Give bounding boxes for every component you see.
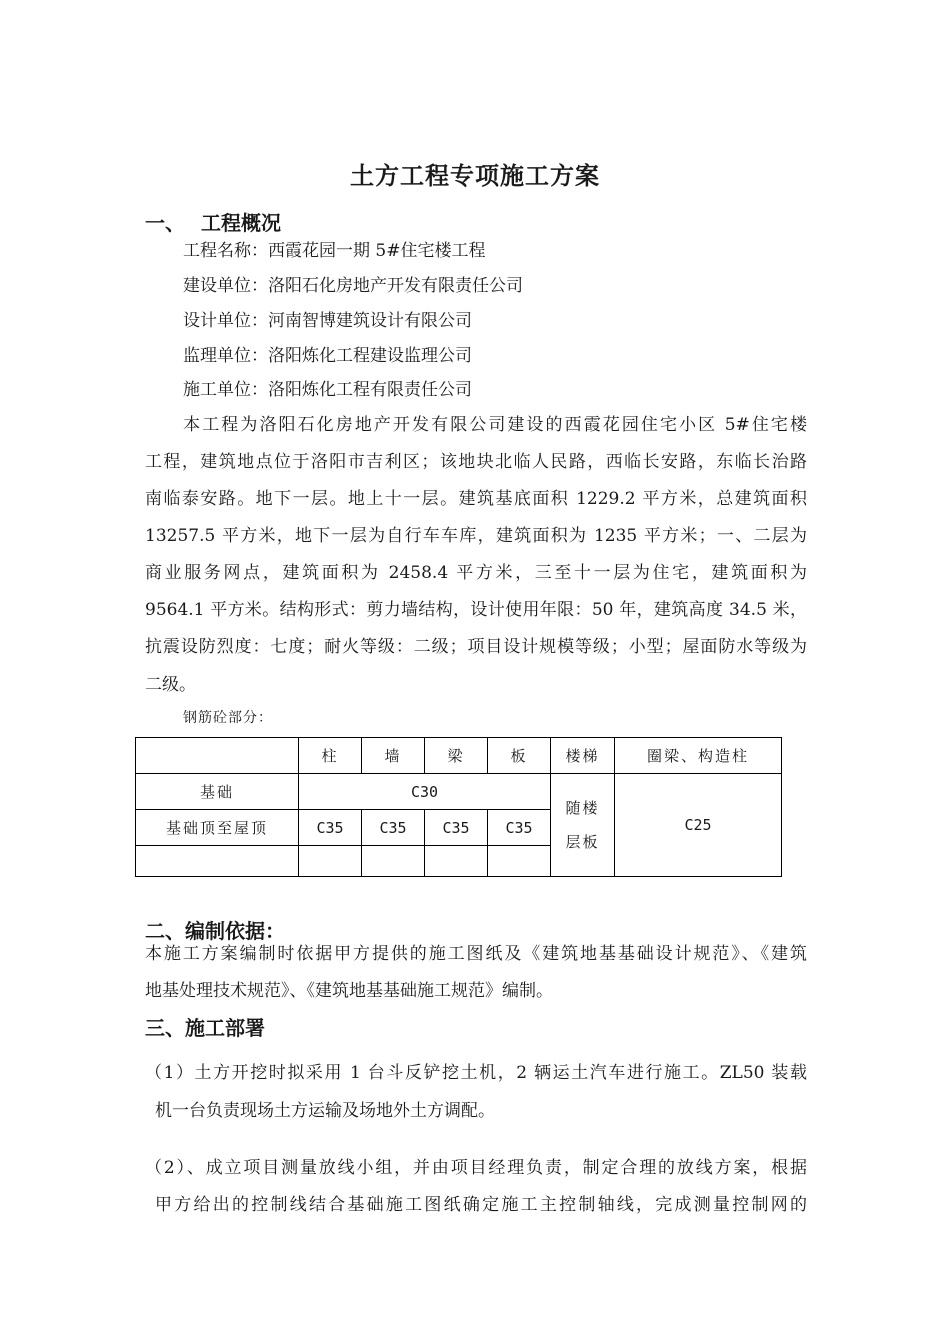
overview-paragraph-line: 二级。 — [145, 675, 196, 695]
section-number: 一、 — [145, 211, 185, 235]
section-title: 工程概况 — [201, 211, 281, 235]
table-header-row — [136, 738, 782, 774]
table-row-label: 基础顶至屋顶 — [136, 810, 299, 846]
table-cell — [136, 846, 299, 877]
info-line-developer: 建设单位：洛阳石化房地产开发有限责任公司 — [183, 276, 523, 296]
section-heading-overview — [145, 207, 281, 236]
stair-text-bottom: 层板 — [565, 833, 600, 851]
document-title: 土方工程专项施工方案 — [350, 162, 600, 190]
table-cell: C30 — [299, 774, 551, 810]
table-cell: C35 — [488, 810, 551, 846]
table-cell: C35 — [425, 810, 488, 846]
overview-paragraph-line: 工程，建筑地点位于洛阳市吉利区；该地块北临人民路，西临长安路，东临长治路 — [145, 452, 807, 472]
section-heading-deployment: 三、施工部署 — [145, 1016, 265, 1040]
concrete-grade-table — [135, 737, 782, 877]
overview-paragraph-line: 商业服务网点，建筑面积为 2458.4 平方米，三至十一层为住宅，建筑面积为 — [145, 563, 807, 583]
table-header-cell: 墙 — [362, 738, 425, 774]
table-cell-ring-beam: C25 — [615, 774, 782, 877]
table-header-cell: 梁 — [425, 738, 488, 774]
stair-text-top: 随楼 — [565, 799, 600, 817]
table-header-cell: 圈梁、构造柱 — [615, 738, 782, 774]
info-line-designer: 设计单位：河南智博建筑设计有限公司 — [183, 311, 472, 331]
table-header-cell: 板 — [488, 738, 551, 774]
table-cell — [488, 846, 551, 877]
info-line-project-name: 工程名称：西霞花园一期 5#住宅楼工程 — [183, 241, 486, 261]
overview-paragraph-line: 本工程为洛阳石化房地产开发有限公司建设的西霞花园住宅小区 5#住宅楼 — [145, 415, 807, 435]
table-header-cell: 柱 — [299, 738, 362, 774]
table-row-label: 基础 — [136, 774, 299, 810]
table-cell-stair — [551, 774, 615, 877]
table-header-cell: 楼梯 — [551, 738, 615, 774]
overview-paragraph-line: 13257.5 平方米，地下一层为自行车车库，建筑面积为 1235 平方米；一、二层为 — [145, 526, 807, 546]
table-row — [136, 774, 782, 810]
info-line-contractor: 施工单位：洛阳炼化工程有限责任公司 — [183, 380, 472, 400]
table-header-cell — [136, 738, 299, 774]
overview-paragraph-line: 9564.1 平方米。结构形式：剪力墙结构，设计使用年限：50 年，建筑高度 34.5 米， — [145, 600, 807, 620]
table-cell — [425, 846, 488, 877]
overview-paragraph-line: 南临泰安路。地下一层。地上十一层。建筑基底面积 1229.2 平方米，总建筑面积 — [145, 489, 807, 509]
deployment-item-line: （1）土方开挖时拟采用 1 台斗反铲挖土机，2 辆运土汽车进行施工。ZL50 装载 — [145, 1063, 807, 1083]
table-cell — [299, 846, 362, 877]
deployment-item-line: 甲方给出的控制线结合基础施工图纸确定施工主控制轴线，完成测量控制网的 — [155, 1195, 807, 1215]
section-heading-basis: 二、编制依据： — [145, 919, 285, 943]
basis-paragraph-line: 地基处理技术规范》、《建筑地基基础施工规范》编制。 — [145, 981, 553, 1001]
table-caption: 钢筋砼部分： — [183, 710, 273, 726]
table-cell: C35 — [362, 810, 425, 846]
basis-paragraph-line: 本施工方案编制时依据甲方提供的施工图纸及《建筑地基基础设计规范》、《建筑 — [145, 944, 807, 964]
table-cell: C35 — [299, 810, 362, 846]
overview-paragraph-line: 抗震设防烈度：七度；耐火等级：二级；项目设计规模等级；小型；屋面防水等级为 — [145, 637, 807, 657]
info-line-supervisor: 监理单位：洛阳炼化工程建设监理公司 — [183, 346, 472, 366]
table-cell — [362, 846, 425, 877]
deployment-item-line: （2）、成立项目测量放线小组，并由项目经理负责，制定合理的放线方案，根据 — [145, 1158, 807, 1178]
deployment-item-line: 机一台负责现场土方运输及场地外土方调配。 — [155, 1101, 495, 1121]
